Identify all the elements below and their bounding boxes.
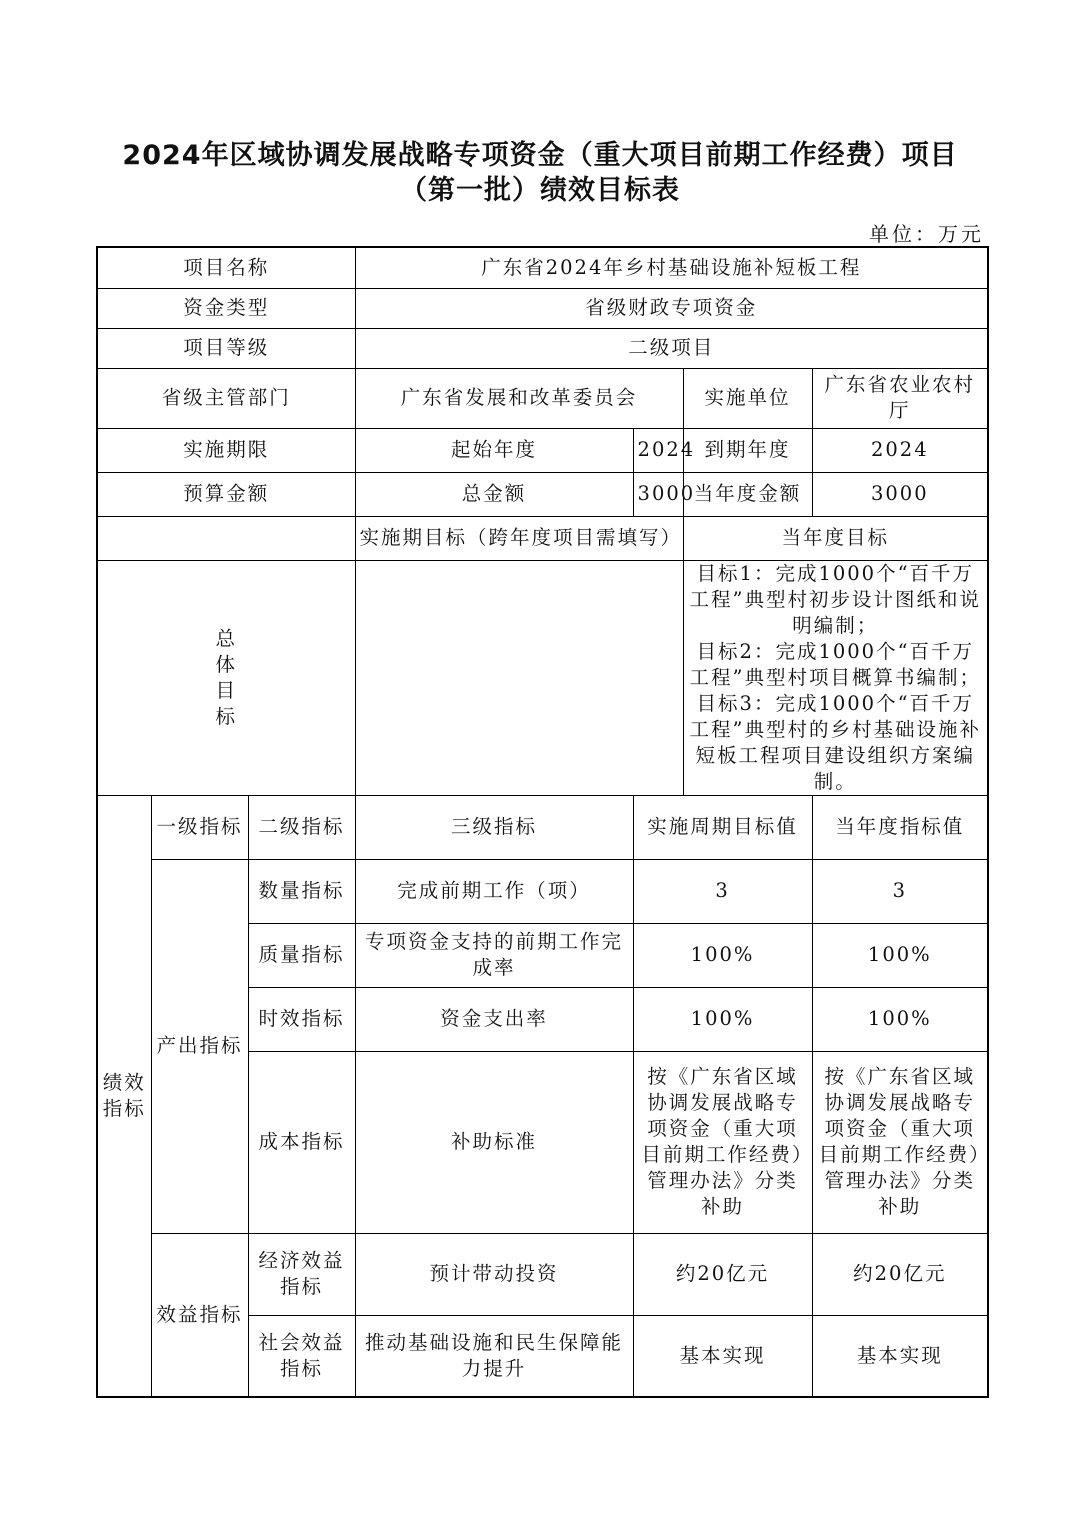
table-row-period-value: 100% (633, 987, 812, 1051)
title-line-2: （第一批）绩效目标表 (400, 175, 680, 206)
table-row-period-value: 约20亿元 (633, 1233, 812, 1315)
dept-value: 广东省发展和改革委员会 (355, 368, 683, 428)
level1-header: 一级指标 (151, 795, 248, 859)
table-row-period-value: 3 (633, 859, 812, 923)
project-level-value: 二级项目 (355, 328, 988, 368)
performance-target-table (96, 246, 989, 1398)
project-name-label: 项目名称 (97, 247, 355, 288)
year-goal-value (683, 560, 988, 795)
table-row-level3: 资金支出率 (355, 987, 633, 1051)
year-target-header: 当年度指标值 (812, 795, 988, 859)
period-goal-value (355, 560, 683, 795)
table-row-level2: 质量指标 (248, 923, 355, 987)
level2-header: 二级指标 (248, 795, 355, 859)
year-goal-item: 目标2：完成1000个“百千万工程”典型村项目概算书编制； (689, 639, 982, 689)
table-row-level3: 推动基础设施和民生保障能力提升 (355, 1315, 633, 1397)
table-row-level2: 时效指标 (248, 987, 355, 1051)
period-label: 实施期限 (97, 428, 355, 472)
project-level-label: 项目等级 (97, 328, 355, 368)
overall-goal-label: 总 体 目 标 (97, 560, 355, 795)
year-goal-item: 目标1：完成1000个“百千万工程”典型村初步设计图纸和说明编制； (689, 561, 982, 637)
start-year-label: 起始年度 (355, 428, 633, 472)
table-row-level3: 补助标准 (355, 1051, 633, 1233)
table-row-year-value: 100% (812, 987, 988, 1051)
indicators-section-label: 绩效 指标 (97, 795, 151, 1397)
table-row-level2: 数量指标 (248, 859, 355, 923)
table-row-level3: 专项资金支持的前期工作完成率 (355, 923, 633, 987)
year-goal-item: 目标3：完成1000个“百千万工程”典型村的乡村基础设施补短板工程项目建设组织方案编制。 (689, 691, 982, 793)
unit-label: 单位：万元 (869, 222, 984, 246)
table-row-year-value: 3 (812, 859, 988, 923)
total-amount-label: 总金额 (355, 472, 633, 516)
year-amount-label: 当年度金额 (683, 472, 812, 516)
table-row-period-value: 100% (633, 923, 812, 987)
table-row-year-value: 按《广东省区域协调发展战略专项资金（重大项目前期工作经费）管理办法》分类补助 (812, 1051, 988, 1233)
table-row-period-value: 基本实现 (633, 1315, 812, 1397)
total-amount-value: 3000 (633, 472, 683, 516)
dept-label: 省级主管部门 (97, 368, 355, 428)
period-target-header: 实施周期目标值 (633, 795, 812, 859)
table-row-year-value: 100% (812, 923, 988, 987)
table-row-level2: 社会效益指标 (248, 1315, 355, 1397)
title-line-1: 2024年区域协调发展战略专项资金（重大项目前期工作经费）项目 (122, 140, 958, 171)
table-row-level3: 预计带动投资 (355, 1233, 633, 1315)
table-row-year-value: 基本实现 (812, 1315, 988, 1397)
year-goal-header: 当年度目标 (683, 516, 988, 560)
project-name-value: 广东省2024年乡村基础设施补短板工程 (355, 247, 988, 288)
budget-label: 预算金额 (97, 472, 355, 516)
table-row-level2: 成本指标 (248, 1051, 355, 1233)
end-year-label: 到期年度 (683, 428, 812, 472)
impl-unit-value: 广东省农业农村厅 (812, 368, 988, 428)
period-goal-header: 实施期目标（跨年度项目需填写） (355, 516, 683, 560)
table-row-level3: 完成前期工作（项） (355, 859, 633, 923)
impl-unit-label: 实施单位 (683, 368, 812, 428)
benefit-indicator-label: 效益指标 (151, 1233, 248, 1397)
table-row-level2: 经济效益指标 (248, 1233, 355, 1315)
fund-type-value: 省级财政专项资金 (355, 288, 988, 328)
blank-header-cell (97, 516, 355, 560)
start-year-value: 2024 (633, 428, 683, 472)
level3-header: 三级指标 (355, 795, 633, 859)
fund-type-label: 资金类型 (97, 288, 355, 328)
end-year-value: 2024 (812, 428, 988, 472)
document-title (0, 138, 1080, 208)
year-amount-value: 3000 (812, 472, 988, 516)
output-indicator-label: 产出指标 (151, 859, 248, 1233)
table-row-year-value: 约20亿元 (812, 1233, 988, 1315)
table-row-period-value: 按《广东省区域协调发展战略专项资金（重大项目前期工作经费）管理办法》分类补助 (633, 1051, 812, 1233)
